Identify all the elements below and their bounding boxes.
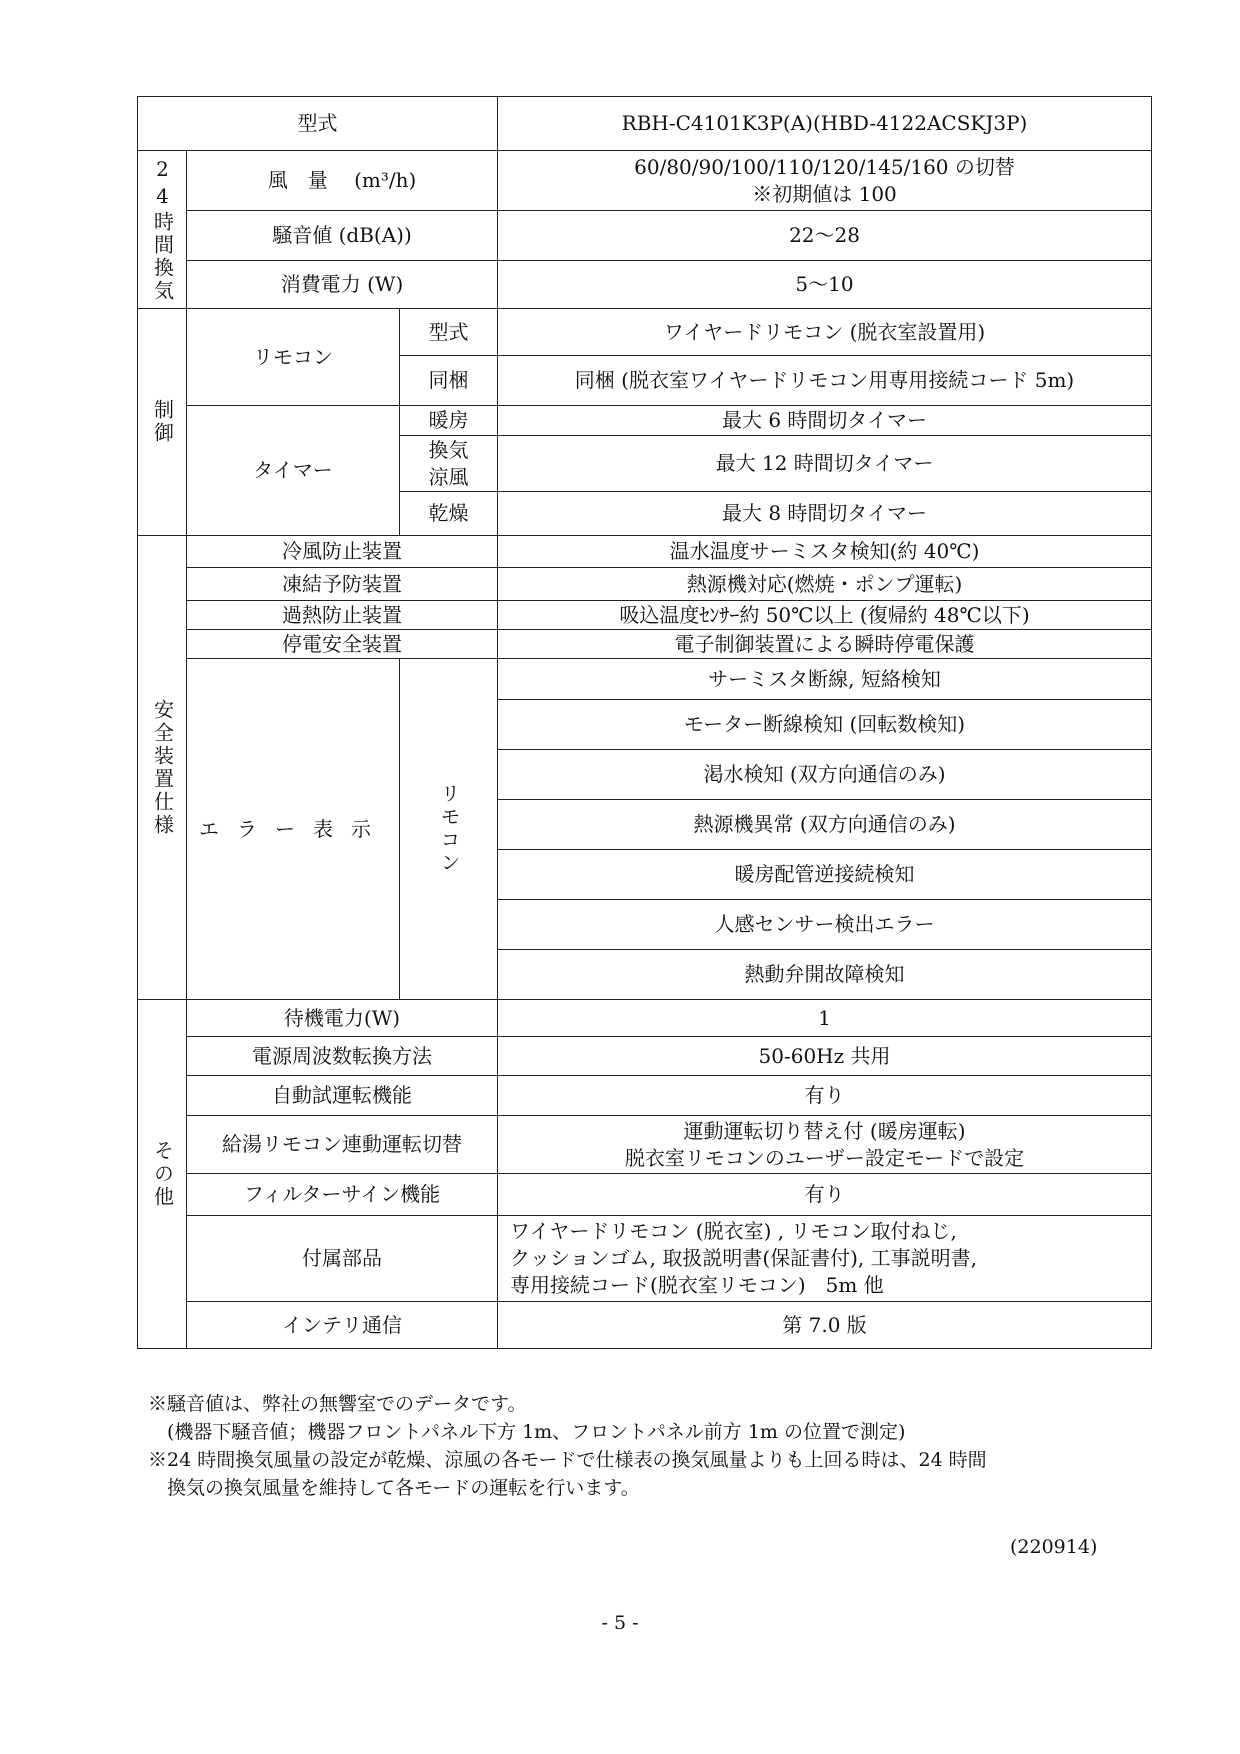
control-remote-sub: 同梱: [400, 356, 498, 406]
safety-label: 冷風防止装置: [187, 536, 498, 568]
safety-value: 熱源機対応(燃焼・ポンプ運転): [498, 568, 1152, 601]
error-item: 人感センサー検出エラー: [498, 900, 1152, 950]
error-display-sub: リモコン: [400, 659, 498, 1000]
other-value: 1: [498, 1000, 1152, 1037]
other-value: 運動運転切り替え付 (暖房運転) 脱衣室リモコンのユーザー設定モードで設定: [498, 1116, 1152, 1174]
group-ventilation: 24時間換気: [138, 151, 187, 309]
other-value: 50-60Hz 共用: [498, 1037, 1152, 1076]
error-item: 熱源機異常 (双方向通信のみ): [498, 800, 1152, 850]
group-safety: 安全装置仕様: [138, 536, 187, 1000]
page-number: - 5 -: [601, 1612, 639, 1634]
control-timer-label: タイマー: [187, 406, 400, 536]
vent-power-label: 消費電力 (W): [187, 261, 498, 309]
other-label: 付属部品: [187, 1216, 498, 1302]
document-code: (220914): [1010, 1536, 1098, 1558]
other-label: インテリ通信: [187, 1302, 498, 1349]
error-item: 渇水検知 (双方向通信のみ): [498, 750, 1152, 800]
control-timer-sub: 乾燥: [400, 492, 498, 536]
safety-value: 温水温度サーミスタ検知(約 40℃): [498, 536, 1152, 568]
group-other: その他: [138, 1000, 187, 1349]
header-model: RBH-C4101K3P(A)(HBD-4122ACSKJ3P): [498, 97, 1152, 151]
other-value: ワイヤードリモコン (脱衣室) , リモコン取付ねじ, クッションゴム, 取扱説明書(保証書付), 工事説明書, 専用接続コード(脱衣室リモコン) 5m 他: [498, 1216, 1152, 1302]
other-label: 自動試運転機能: [187, 1076, 498, 1116]
spec-table: [137, 96, 1152, 1349]
vent-airflow-value: 60/80/90/100/110/120/145/160 の切替 ※初期値は 100: [498, 151, 1152, 211]
control-timer-value: 最大 12 時間切タイマー: [498, 436, 1152, 492]
vent-airflow-label: 風 量 (m³/h): [187, 151, 498, 211]
other-value: 有り: [498, 1076, 1152, 1116]
header-label: 型式: [138, 97, 498, 151]
vent-noise-value: 22～28: [498, 211, 1152, 261]
error-display-label: エラー表示: [187, 659, 400, 1000]
safety-label: 停電安全装置: [187, 630, 498, 659]
other-label: 待機電力(W): [187, 1000, 498, 1037]
footnote-line: ※24 時間換気風量の設定が乾燥、涼風の各モードで仕様表の換気風量よりも上回る時は、24 時間: [148, 1449, 987, 1471]
footnote-line: (機器下騒音値；機器フロントパネル下方 1m、フロントパネル前方 1m の位置で測定): [148, 1421, 906, 1443]
control-timer-value: 最大 6 時間切タイマー: [498, 406, 1152, 436]
control-remote-value: ワイヤードリモコン (脱衣室設置用): [498, 309, 1152, 356]
safety-value: 吸込温度ｾﾝｻｰ約 50℃以上 (復帰約 48℃以下): [498, 601, 1152, 630]
error-item: サーミスタ断線, 短絡検知: [498, 659, 1152, 700]
error-item: 熱動弁開故障検知: [498, 950, 1152, 1000]
footnotes: [148, 1390, 987, 1502]
other-value: 有り: [498, 1174, 1152, 1216]
vent-power-value: 5～10: [498, 261, 1152, 309]
safety-label: 凍結予防装置: [187, 568, 498, 601]
error-item: モーター断線検知 (回転数検知): [498, 700, 1152, 750]
safety-label: 過熱防止装置: [187, 601, 498, 630]
control-timer-sub: 暖房: [400, 406, 498, 436]
control-timer-value: 最大 8 時間切タイマー: [498, 492, 1152, 536]
other-label: 給湯リモコン連動運転切替: [187, 1116, 498, 1174]
other-value: 第 7.0 版: [498, 1302, 1152, 1349]
control-remote-value: 同梱 (脱衣室ワイヤードリモコン用専用接続コード 5m): [498, 356, 1152, 406]
control-remote-label: リモコン: [187, 309, 400, 406]
safety-value: 電子制御装置による瞬時停電保護: [498, 630, 1152, 659]
control-remote-sub: 型式: [400, 309, 498, 356]
footnote-line: ※騒音値は、弊社の無響室でのデータです。: [148, 1393, 527, 1415]
footnote-line: 換気の換気風量を維持して各モードの運転を行います。: [148, 1477, 640, 1499]
control-timer-sub: 換気 涼風: [400, 436, 498, 492]
error-item: 暖房配管逆接続検知: [498, 850, 1152, 900]
other-label: フィルターサイン機能: [187, 1174, 498, 1216]
vent-noise-label: 騒音値 (dB(A)): [187, 211, 498, 261]
other-label: 電源周波数転換方法: [187, 1037, 498, 1076]
group-control: 制御: [138, 309, 187, 536]
